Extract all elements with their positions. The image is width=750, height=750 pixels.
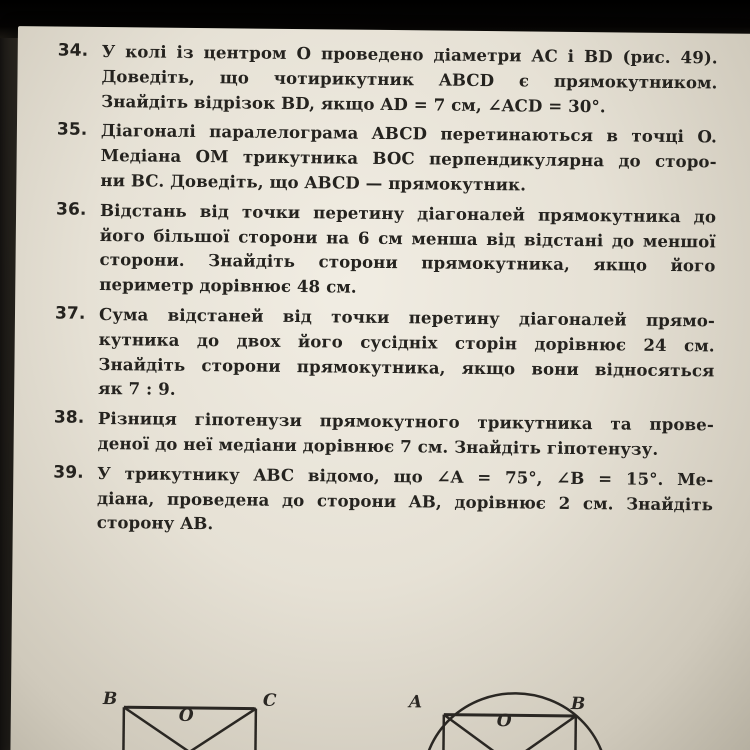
figure-label-o: O xyxy=(496,711,512,732)
problem-line: його більшої сторони на 6 см менша від відстані до меншої xyxy=(99,224,716,252)
problem-line: сторону AB. xyxy=(96,512,214,534)
problem-line: У трикутнику ABC відомо, що ∠A = 75°, ∠B = 15°. Ме- xyxy=(97,462,714,490)
problem-line: Знайдіть відрізок BD, якщо AD = 7 см, ∠ACD = 30°. xyxy=(101,90,606,116)
problem-line: периметр дорівнює 48 см. xyxy=(99,274,357,297)
problem-line: Діагоналі паралелограма ABCD перетинаються в точці O. xyxy=(100,120,718,147)
problem-line: Відстань від точки перетину діагоналей прямокутника до xyxy=(99,199,717,227)
problem-line: ни BC. Доведіть, що ABCD — прямокутник. xyxy=(100,169,527,195)
figure-label-b: B xyxy=(102,689,118,710)
problem-number: 39. xyxy=(53,462,84,483)
problem-line: Доведіть, що чотирикутник ABCD є прямокутником. xyxy=(101,65,718,93)
problem-number: 38. xyxy=(53,407,85,428)
problem-line: Сума відстаней від точки перетину діагоналей прямо- xyxy=(98,303,716,331)
inscribed-diagonal xyxy=(443,715,536,750)
figure-label-c: C xyxy=(262,690,277,711)
figure-label-o: O xyxy=(178,705,194,727)
problem-number: 37. xyxy=(54,303,86,324)
figure-area xyxy=(10,666,750,750)
inscribed-left-side xyxy=(443,715,444,750)
problem-37 xyxy=(54,301,715,407)
rectangle-left-side xyxy=(123,707,124,750)
problem-list xyxy=(53,40,718,547)
textbook-page xyxy=(10,26,750,750)
problem-number: 35. xyxy=(56,119,88,141)
problem-line: Медіана OM трикутника BOC перпендикулярна до сторо- xyxy=(100,145,717,172)
figure-label-b: B xyxy=(570,693,586,715)
figure-label-a: A xyxy=(408,692,423,713)
problem-line: Знайдіть сторони прямокутника, якщо вони відносяться xyxy=(98,353,715,380)
problem-line: кутника до двох його сусідніх сторін дорівнює 24 см. xyxy=(98,328,715,356)
circle-figure xyxy=(405,670,626,750)
problem-number: 34. xyxy=(57,40,89,61)
problem-line: У колі із центром O проведено діаметри AC і BD (рис. 49). xyxy=(101,41,718,68)
problem-line: Різниця гіпотенузи прямокутного трикутника та прове- xyxy=(97,408,714,435)
problem-34 xyxy=(57,39,718,120)
problem-line: діана, проведена до сторони AB, дорівнює 2 см. Знайдіть xyxy=(96,487,714,514)
rectangle-right-side xyxy=(255,709,256,750)
inscribed-right-side xyxy=(575,716,576,750)
problem-line: деної до неї медіани дорівнює 7 см. Знайдіть гіпотенузу. xyxy=(97,432,659,459)
problem-line: як 7 : 9. xyxy=(98,378,176,400)
problem-38 xyxy=(54,406,714,463)
problem-39 xyxy=(53,460,714,541)
problem-36 xyxy=(55,197,716,303)
problem-line: сторони. Знайдіть сторони прямокутника, якщо його xyxy=(99,249,716,276)
problem-35 xyxy=(56,118,717,199)
problem-number: 36. xyxy=(55,199,87,220)
